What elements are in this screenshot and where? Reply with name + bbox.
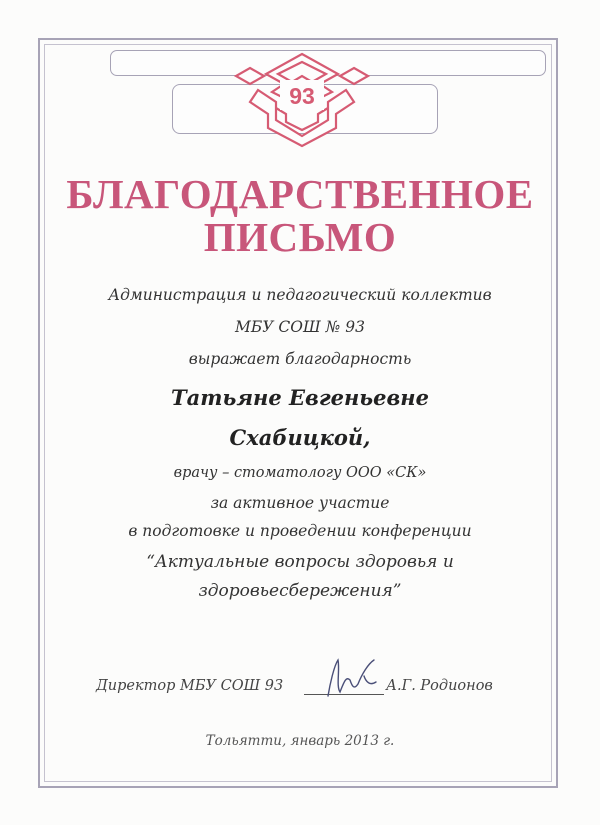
place-and-date: Тольятти, январь 2013 г. — [205, 733, 395, 749]
body-line-school: МБУ СОШ № 93 — [235, 318, 365, 336]
document-title-line2: ПИСЬМО — [203, 214, 397, 260]
signatory-role: Директор МБУ СОШ 93 — [96, 678, 284, 694]
school-number: 93 — [289, 83, 315, 109]
recipient-position: врачу – стоматологу ООО «СК» — [173, 465, 427, 481]
conference-title-line-1: “Актуальные вопросы здоровья и — [146, 552, 454, 572]
recipient-surname: Схабицкой, — [229, 425, 371, 450]
reason-line-2: в подготовке и проведении конференции — [128, 522, 472, 540]
body-line-gratitude: выражает благодарность — [188, 350, 412, 368]
reason-line-1: за активное участие — [210, 494, 390, 512]
signature-row — [96, 676, 516, 704]
body-line-administration: Администрация и педагогический коллектив — [108, 286, 492, 304]
inner-frame — [44, 44, 552, 782]
signatory-name: А.Г. Родионов — [386, 678, 493, 694]
handwritten-signature — [320, 646, 390, 702]
document-title: БЛАГОДАРСТВЕННОЕ — [66, 171, 534, 217]
recipient-name: Татьяне Евгеньевне — [171, 385, 429, 410]
conference-title-line-2: здоровьесбережения” — [198, 581, 402, 601]
